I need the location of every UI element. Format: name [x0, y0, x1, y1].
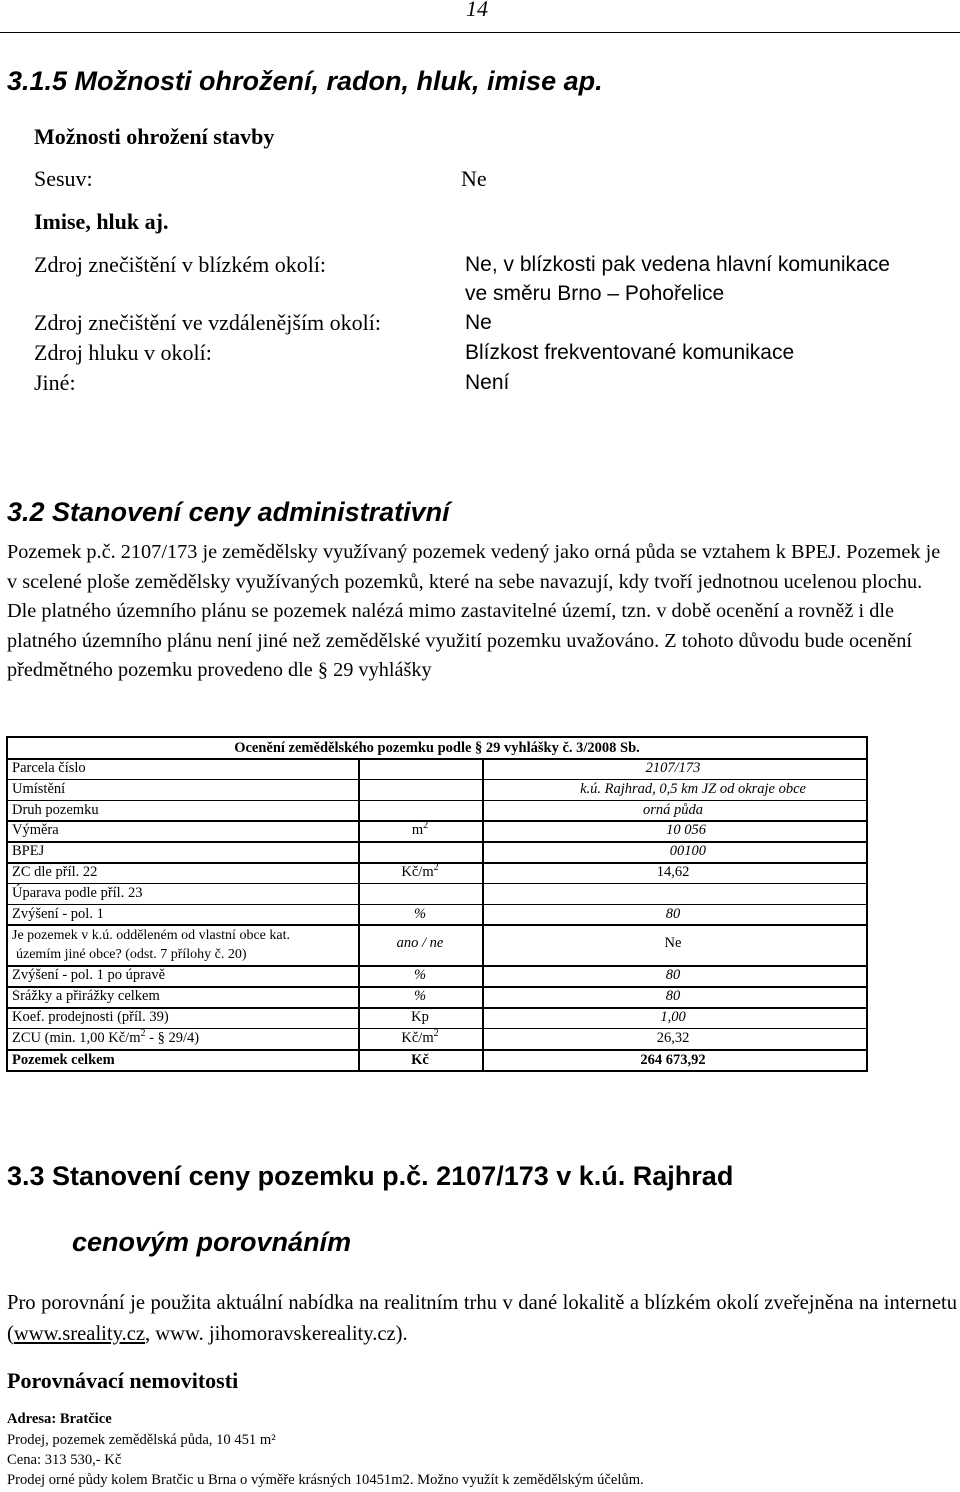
row-value: 00100	[669, 843, 706, 860]
sreality-link[interactable]: www.sreality.cz	[13, 1323, 145, 1345]
valuation-table	[6, 736, 868, 1072]
row-unit: Kp	[411, 1009, 429, 1025]
row-value: 26,32	[656, 1029, 690, 1046]
total-unit: Kč	[411, 1052, 429, 1068]
header-rule	[0, 32, 960, 33]
pollution-near-value: Ne, v blízkosti pak vedena hlavní komunikace	[465, 253, 890, 276]
row-unit: $Kč/m^2$	[401, 862, 439, 880]
superscript: 2	[423, 820, 429, 832]
row-unit: ano / ne	[396, 935, 444, 952]
row-unit: %	[413, 988, 427, 1005]
other-label: Jiné:	[34, 370, 76, 395]
paragraph-end: , www. jihomoravskereality.cz).	[145, 1323, 408, 1345]
row-label-line: Je pozemek v k.ú. odděleném od vlastní obce kat.	[12, 928, 290, 944]
row-value: 80	[665, 988, 681, 1005]
row-label: Srážky a přirážky celkem	[12, 988, 160, 1005]
comparison-line-2: Cena: 313 530,- Kč	[7, 1452, 122, 1468]
row-value: 2107/173	[645, 760, 701, 776]
comparison-line-3: Prodej orné půdy kolem Bratčic u Brna o výměře krásných 10451m2. Možno využít k zemědělským účelům.	[7, 1472, 644, 1488]
row-label: ZCU (min. 1,00 $Kč/m^2$ - § 29/4)	[12, 1027, 200, 1046]
table-row	[8, 966, 866, 987]
sesuv-label: Sesuv:	[34, 166, 93, 191]
table-row	[8, 842, 866, 863]
row-label: Výměra	[12, 822, 59, 839]
row-label	[12, 926, 290, 964]
row-value: orná půda	[642, 801, 704, 818]
row-label: Umístění	[12, 780, 66, 797]
table-row	[8, 759, 866, 780]
row-value: 1,00	[660, 1009, 686, 1025]
table-title-row	[8, 738, 866, 759]
section-32-heading: 3.2 Stanovení ceny administrativní	[7, 497, 450, 527]
superscript: 2	[433, 862, 439, 873]
table-row	[8, 863, 866, 884]
comparison-line-1: Prodej, pozemek zemědělská půda, 10 451 m²	[7, 1432, 276, 1448]
table-row	[8, 801, 866, 822]
superscript: 2	[433, 1027, 439, 1039]
paragraph-start: Pro porovnání je použita aktuální nabídka na realitním trhu v dané lokalitě a blízkém okolí zveřejněna na internetu (	[7, 1292, 957, 1345]
table-row	[8, 987, 866, 1008]
row-label: Úparava podle příl. 23	[12, 884, 143, 901]
superscript: 2	[140, 1027, 146, 1039]
table-row	[8, 1029, 866, 1050]
row-label: ZC dle příl. 22	[12, 864, 98, 880]
noise-label: Zdroj hluku v okolí:	[34, 340, 212, 365]
table-title: Ocenění zemědělského pozemku podle § 29 vyhlášky č. 3/2008 Sb.	[234, 740, 640, 756]
row-value: 80	[665, 967, 681, 984]
row-label: BPEJ	[12, 843, 45, 860]
section-32-paragraph: Pozemek p.č. 2107/173 je zemědělsky využívaný pozemek vedený jako orná půda se vztahem k BPEJ. Pozemek je v scelené ploše zemědělsky využívaných pozemků, které na sebe navazují, kdy tvoří jednotnou ucelenou plochu. Dle platného územního plánu se pozemek nalézá mimo zastavitelné území, tzn. v době ocenění a rovněž i dle platného územního plánu není jiné než zemědělské využití pozemku uvažováno. Z tohoto důvodu bude ocenění předmětného pozemku provedeno dle § 29 vyhlášky	[7, 541, 941, 681]
row-unit: $Kč/m^2$	[401, 1027, 439, 1046]
row-label: Druh pozemku	[12, 801, 99, 818]
row-label: Koef. prodejnosti (příl. 39)	[12, 1009, 169, 1025]
row-label: Zvýšení - pol. 1	[12, 905, 104, 922]
noise-value: Blízkost frekventované komunikace	[465, 341, 795, 364]
row-value: Ne	[664, 935, 682, 952]
row-label: Zvýšení - pol. 1 po úpravě	[12, 967, 166, 984]
row-unit: %	[413, 905, 427, 922]
pollution-near-label: Zdroj znečištění v blízkém okolí:	[34, 252, 327, 277]
comparison-heading: Porovnávací nemovitosti	[7, 1368, 239, 1393]
table-row	[8, 884, 866, 905]
comparison-address: Adresa: Bratčice	[7, 1411, 112, 1427]
section-315-heading: 3.1.5 Možnosti ohrožení, radon, hluk, imise ap.	[7, 66, 603, 96]
page-number: 14	[466, 0, 488, 21]
row-unit: %	[413, 967, 427, 984]
row-value: 80	[665, 905, 681, 922]
section-33-heading: 3.3 Stanovení ceny pozemku p.č. 2107/173 v k.ú. Rajhrad	[7, 1161, 734, 1191]
table-row	[8, 821, 866, 842]
table-row	[8, 780, 866, 801]
other-value: Není	[465, 371, 510, 394]
pollution-far-value: Ne	[465, 311, 492, 334]
total-label: Pozemek celkem	[12, 1052, 115, 1068]
sesuv-value: Ne	[461, 166, 487, 191]
row-value: k.ú. Rajhrad, 0,5 km JZ od okraje obce	[580, 780, 806, 797]
row-value: 14,62	[656, 864, 690, 880]
row-value: 10 056	[666, 822, 706, 839]
section-33-paragraph	[7, 1288, 957, 1350]
pollution-near-value-2: ve směru Brno – Pohořelice	[465, 282, 725, 305]
table-row	[8, 905, 866, 926]
row-label: Parcela číslo	[12, 760, 86, 776]
pollution-far-label: Zdroj znečištění ve vzdálenějším okolí:	[34, 310, 382, 335]
section-33-heading-line2: cenovým porovnáním	[72, 1227, 352, 1257]
total-value: 264 673,92	[640, 1052, 706, 1068]
threats-subheading: Možnosti ohrožení stavby	[34, 124, 275, 149]
table-row-total	[8, 1051, 866, 1072]
row-label-line: územím jiné obce? (odst. 7 přílohy č. 20)	[16, 947, 247, 963]
row-unit: $m^2$	[411, 820, 429, 839]
imise-label: Imise, hluk aj.	[34, 209, 169, 234]
table-row	[8, 1008, 866, 1029]
table-row	[8, 925, 866, 966]
